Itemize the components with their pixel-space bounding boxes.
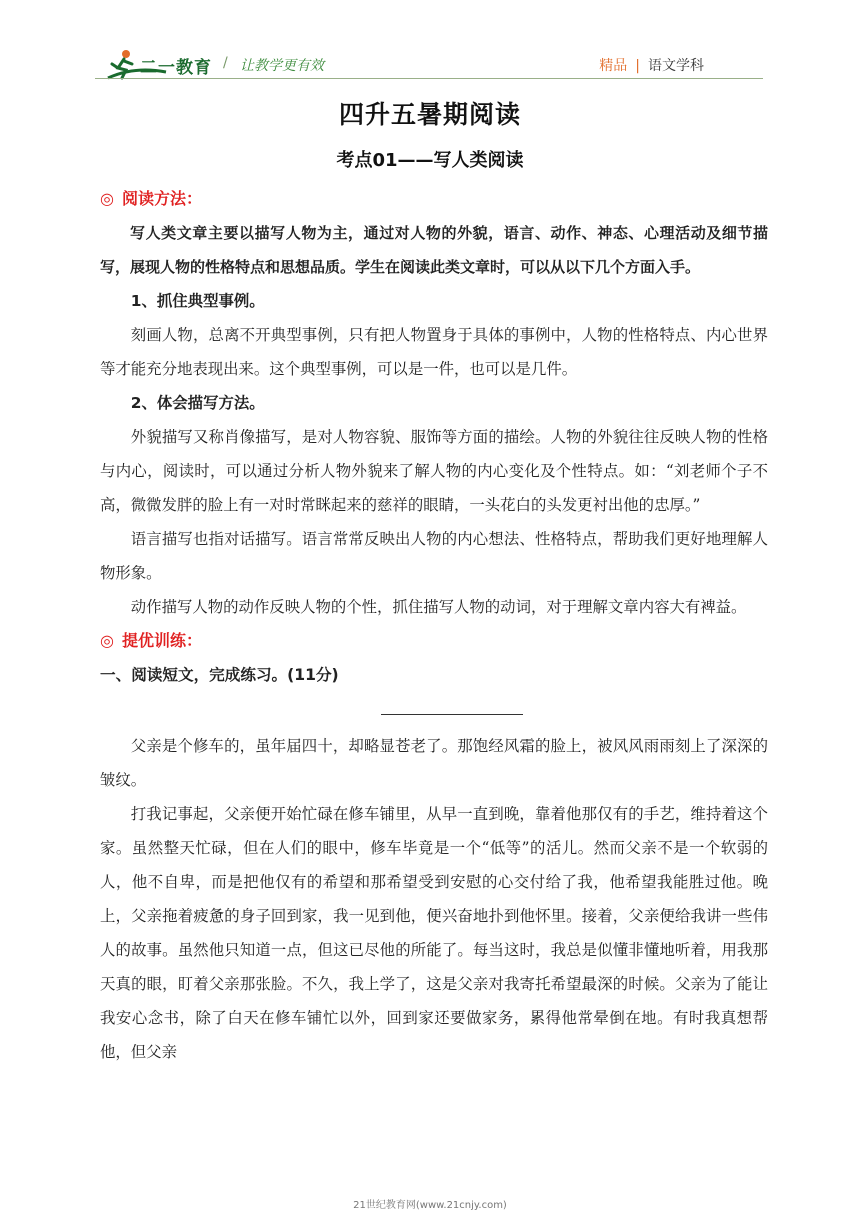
document-body — [100, 182, 768, 1069]
story-paragraph-1: 父亲是个修车的，虽年届四十，却略显苍老了。那饱经风霜的脸上，被风风雨雨刻上了深深的皱纹。 — [100, 737, 768, 789]
page-header — [0, 0, 860, 92]
logo-text: 二一教育 — [140, 58, 212, 78]
subject-label: 语文学科 — [648, 58, 704, 74]
section-label: 提优训练： — [121, 631, 202, 650]
section-reading-method — [100, 182, 768, 216]
appearance-paragraph: 外貌描写又称肖像描写，是对人物容貌、服饰等方面的描绘。人物的外貌往往反映人物的性格与内心，阅读时，可以通过分析人物外貌来了解人物的内心变化及个性特点。如：“刘老师个子不高，微微发胖的脸上有一对时常眯起来的慈祥的眼睛，一头花白的头发更衬出他的忠厚。” — [100, 428, 768, 514]
title-blank-line — [381, 714, 523, 715]
action-paragraph: 动作描写人物的动作反映人物的个性，抓住描写人物的动词，对于理解文章内容大有裨益。 — [130, 598, 747, 616]
intro-paragraph: 写人类文章主要以描写人物为主，通过对人物的外貌，语言、动作、神态、心理活动及细节描写，展现人物的性格特点和思想品质。学生在阅读此类文章时，可以从以下几个方面入手。 — [100, 224, 768, 276]
bullseye-icon: ◎ — [100, 631, 114, 650]
point-1-body: 刻画人物，总离不开典型事例，只有把人物置身于具体的事例中，人物的性格特点、内心世界等才能充分地表现出来。这个典型事例，可以是一件，也可以是几件。 — [100, 326, 768, 378]
header-rule — [95, 78, 763, 79]
section-training — [100, 624, 768, 658]
story-paragraph-2: 打我记事起，父亲便开始忙碌在修车铺里，从早一直到晚，靠着他那仅有的手艺，维持着这个家。虽然整天忙碌，但在人们的眼中，修车毕竟是一个“低等”的活儿。然而父亲不是一个软弱的人，他不自卑，而是把他仅有的希望和那希望受到安慰的心交付给了我，他希望我能胜过他。晚上，父亲拖着疲惫的身子回到家，我一见到他，便兴奋地扑到他怀里。接着，父亲便给我讲一些伟人的故事。虽然他只知道一点，但这已尽他的所能了。每当这时，我总是似懂非懂地听着，用我那天真的眼，盯着父亲那张脸。不久，我上学了，这是父亲对我寄托希望最深的时候。父亲为了能让我安心念书，除了白天在修车铺忙以外，回到家还要做家务，累得他常晕倒在地。有时我真想帮他，但父亲 — [100, 805, 768, 1061]
language-paragraph: 语言描写也指对话描写。语言常常反映出人物的内心想法、性格特点，帮助我们更好地理解人物形象。 — [100, 530, 768, 582]
header-subject: 精品 | 语文学科 — [599, 58, 704, 74]
page-title: 四升五暑期阅读 — [338, 100, 521, 129]
section-label: 阅读方法： — [121, 189, 202, 208]
question-heading: 一、阅读短文，完成练习。(11分) — [100, 666, 339, 684]
quality-tag: 精品 — [599, 58, 628, 74]
header-divider: / — [223, 55, 228, 71]
point-2-title: 2、体会描写方法。 — [130, 394, 265, 412]
page-subtitle: 考点01——写人类阅读 — [336, 150, 524, 171]
bullseye-icon: ◎ — [100, 189, 114, 208]
point-1-title: 1、抓住典型事例。 — [130, 292, 265, 310]
page-footer: 21世纪教育网(www.21cnjy.com) — [353, 1200, 507, 1211]
header-slogan: 让教学更有效 — [240, 58, 324, 74]
